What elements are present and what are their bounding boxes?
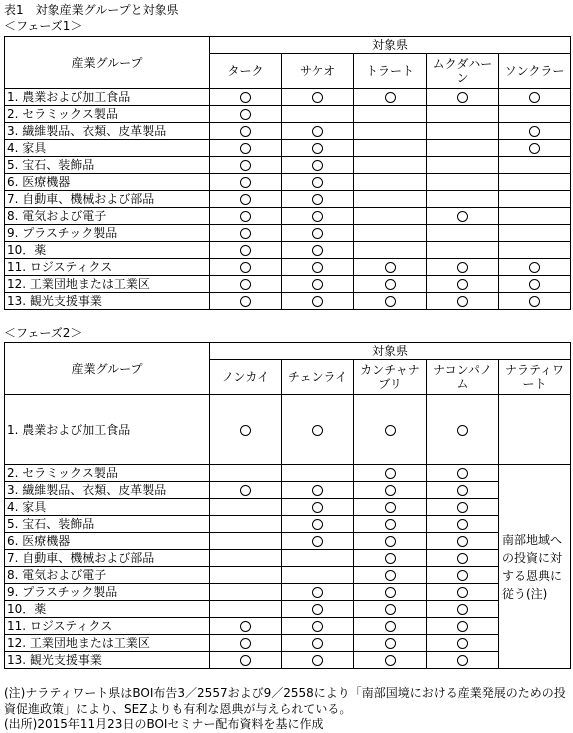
target-circle-icon bbox=[312, 604, 323, 615]
target-circle-icon bbox=[312, 177, 323, 188]
phase1-province-0: ターク bbox=[210, 54, 282, 89]
industry-name: 6. 医療機器 bbox=[5, 533, 210, 550]
footnote: (注)ナラティワート県はBOI布告3／2557および9／2558により「南部国境における産業発展のための投資促進政策」により、SEZよりも有利な恩典が与えられている。 bbox=[4, 686, 566, 716]
industry-name: 9. プラスチック製品 bbox=[5, 225, 210, 242]
mark-cell bbox=[282, 259, 354, 276]
mark-cell bbox=[427, 465, 499, 482]
mark-cell bbox=[282, 652, 354, 669]
target-circle-icon bbox=[457, 536, 468, 547]
target-circle-icon bbox=[240, 638, 251, 649]
target-circle-icon bbox=[457, 279, 468, 290]
mark-cell bbox=[282, 225, 354, 242]
mark-cell bbox=[499, 276, 571, 293]
target-circle-icon bbox=[240, 177, 251, 188]
mark-cell bbox=[282, 550, 354, 567]
phase1-province-4: ソンクラー bbox=[499, 54, 571, 89]
table-row bbox=[5, 550, 571, 567]
mark-cell bbox=[499, 191, 571, 208]
target-circle-icon bbox=[385, 587, 396, 598]
mark-cell bbox=[210, 276, 282, 293]
industry-name: 3. 繊維製品、衣類、皮革製品 bbox=[5, 482, 210, 499]
target-circle-icon bbox=[385, 485, 396, 496]
mark-cell bbox=[499, 89, 571, 106]
target-circle-icon bbox=[457, 655, 468, 666]
mark-cell bbox=[427, 584, 499, 601]
table-row bbox=[5, 601, 571, 618]
target-circle-icon bbox=[457, 425, 468, 436]
target-circle-icon bbox=[312, 143, 323, 154]
mark-cell bbox=[427, 174, 499, 191]
table-row bbox=[5, 225, 571, 242]
mark-cell bbox=[210, 123, 282, 140]
industry-name: 4. 家具 bbox=[5, 499, 210, 516]
target-circle-icon bbox=[240, 211, 251, 222]
table-row bbox=[5, 516, 571, 533]
table-row bbox=[5, 293, 571, 310]
industry-name: 6. 医療機器 bbox=[5, 174, 210, 191]
mark-cell bbox=[427, 395, 499, 465]
mark-cell bbox=[282, 242, 354, 259]
narathiwat-merged-note: 南部地域への投資に対する恩典に従う(注) bbox=[499, 465, 571, 669]
target-circle-icon bbox=[240, 143, 251, 154]
mark-cell bbox=[210, 584, 282, 601]
mark-cell bbox=[210, 191, 282, 208]
target-circle-icon bbox=[240, 279, 251, 290]
mark-cell bbox=[354, 584, 427, 601]
mark-cell bbox=[354, 465, 427, 482]
mark-cell bbox=[427, 567, 499, 584]
target-circle-icon bbox=[312, 621, 323, 632]
mark-cell bbox=[354, 618, 427, 635]
table-row bbox=[5, 618, 571, 635]
mark-cell bbox=[210, 208, 282, 225]
mark-cell bbox=[499, 106, 571, 123]
target-circle-icon bbox=[385, 296, 396, 307]
table-row bbox=[5, 259, 571, 276]
target-circle-icon bbox=[385, 638, 396, 649]
target-circle-icon bbox=[457, 570, 468, 581]
mark-cell bbox=[210, 618, 282, 635]
target-circle-icon bbox=[312, 655, 323, 666]
target-circle-icon bbox=[529, 126, 540, 137]
mark-cell bbox=[282, 601, 354, 618]
mark-cell bbox=[210, 140, 282, 157]
industry-name: 3. 繊維製品、衣類、皮革製品 bbox=[5, 123, 210, 140]
mark-cell bbox=[210, 635, 282, 652]
target-circle-icon bbox=[312, 245, 323, 256]
target-circle-icon bbox=[529, 296, 540, 307]
target-circle-icon bbox=[240, 655, 251, 666]
mark-cell bbox=[427, 601, 499, 618]
source-note: (出所)2015年11月23日のBOIセミナー配布資料を基に作成 bbox=[4, 717, 324, 731]
mark-cell bbox=[499, 242, 571, 259]
mark-cell bbox=[354, 276, 427, 293]
table-row bbox=[5, 208, 571, 225]
industry-name: 12. 工業団地または工業区 bbox=[5, 635, 210, 652]
target-circle-icon bbox=[457, 92, 468, 103]
mark-cell bbox=[282, 584, 354, 601]
phase2-table bbox=[4, 342, 571, 669]
target-circle-icon bbox=[312, 262, 323, 273]
target-circle-icon bbox=[385, 425, 396, 436]
mark-cell bbox=[210, 516, 282, 533]
target-circle-icon bbox=[385, 502, 396, 513]
table-row bbox=[5, 106, 571, 123]
phase2-province-header: 対象県 bbox=[210, 343, 571, 360]
target-circle-icon bbox=[312, 194, 323, 205]
table-row bbox=[5, 635, 571, 652]
target-circle-icon bbox=[529, 262, 540, 273]
mark-cell bbox=[282, 140, 354, 157]
mark-cell bbox=[354, 516, 427, 533]
target-circle-icon bbox=[457, 587, 468, 598]
target-circle-icon bbox=[312, 638, 323, 649]
mark-cell bbox=[354, 157, 427, 174]
target-circle-icon bbox=[312, 296, 323, 307]
phase2-province-1: チェンライ bbox=[282, 360, 354, 395]
target-circle-icon bbox=[385, 92, 396, 103]
industry-name: 1. 農業および加工食品 bbox=[5, 89, 210, 106]
mark-cell bbox=[427, 89, 499, 106]
phase2-province-4: ナラティワート bbox=[499, 360, 571, 395]
target-circle-icon bbox=[385, 279, 396, 290]
mark-cell bbox=[282, 465, 354, 482]
mark-cell bbox=[210, 601, 282, 618]
phase2-province-3: ナコンパノム bbox=[427, 360, 499, 395]
mark-cell bbox=[210, 225, 282, 242]
target-circle-icon bbox=[312, 502, 323, 513]
target-circle-icon bbox=[312, 485, 323, 496]
mark-cell bbox=[210, 533, 282, 550]
target-circle-icon bbox=[240, 245, 251, 256]
phase2-province-0: ノンカイ bbox=[210, 360, 282, 395]
mark-cell bbox=[427, 225, 499, 242]
phase2-group-header: 産業グループ bbox=[5, 343, 210, 395]
mark-cell bbox=[354, 567, 427, 584]
target-circle-icon bbox=[385, 519, 396, 530]
mark-cell bbox=[210, 242, 282, 259]
mark-cell bbox=[354, 174, 427, 191]
target-circle-icon bbox=[312, 126, 323, 137]
industry-name: 5. 宝石、装飾品 bbox=[5, 157, 210, 174]
mark-cell bbox=[210, 174, 282, 191]
target-circle-icon bbox=[240, 126, 251, 137]
table-row bbox=[5, 499, 571, 516]
target-circle-icon bbox=[457, 262, 468, 273]
phase1-label: ＜フェーズ1＞ bbox=[4, 19, 83, 33]
mark-cell bbox=[427, 516, 499, 533]
table-row bbox=[5, 157, 571, 174]
industry-name: 13. 観光支援事業 bbox=[5, 293, 210, 310]
table-row bbox=[5, 465, 571, 482]
industry-name: 2. セラミックス製品 bbox=[5, 465, 210, 482]
mark-cell bbox=[210, 89, 282, 106]
mark-cell bbox=[282, 106, 354, 123]
mark-cell bbox=[210, 395, 282, 465]
mark-cell bbox=[427, 242, 499, 259]
target-circle-icon bbox=[240, 262, 251, 273]
mark-cell bbox=[427, 482, 499, 499]
table-row bbox=[5, 123, 571, 140]
phase1-group-header: 産業グループ bbox=[5, 37, 210, 89]
mark-cell bbox=[427, 533, 499, 550]
table-row bbox=[5, 140, 571, 157]
mark-cell bbox=[354, 242, 427, 259]
mark-cell bbox=[499, 259, 571, 276]
mark-cell bbox=[354, 293, 427, 310]
target-circle-icon bbox=[312, 160, 323, 171]
table-row bbox=[5, 482, 571, 499]
target-circle-icon bbox=[312, 519, 323, 530]
target-circle-icon bbox=[312, 211, 323, 222]
mark-cell bbox=[427, 106, 499, 123]
table-row bbox=[5, 584, 571, 601]
target-circle-icon bbox=[312, 279, 323, 290]
mark-cell bbox=[354, 652, 427, 669]
mark-cell bbox=[210, 293, 282, 310]
mark-cell bbox=[282, 499, 354, 516]
phase2-label: ＜フェーズ2＞ bbox=[4, 326, 83, 340]
mark-cell bbox=[499, 140, 571, 157]
mark-cell bbox=[427, 140, 499, 157]
target-circle-icon bbox=[457, 638, 468, 649]
table-row bbox=[5, 89, 571, 106]
target-circle-icon bbox=[457, 502, 468, 513]
mark-cell bbox=[282, 276, 354, 293]
mark-cell bbox=[354, 191, 427, 208]
mark-cell bbox=[354, 225, 427, 242]
target-circle-icon bbox=[457, 296, 468, 307]
industry-name: 11. ロジスティクス bbox=[5, 618, 210, 635]
target-circle-icon bbox=[385, 262, 396, 273]
industry-name: 4. 家具 bbox=[5, 140, 210, 157]
mark-cell bbox=[354, 395, 427, 465]
target-circle-icon bbox=[385, 604, 396, 615]
mark-cell bbox=[427, 293, 499, 310]
mark-cell bbox=[427, 550, 499, 567]
mark-cell bbox=[210, 652, 282, 669]
industry-name: 8. 電気および電子 bbox=[5, 567, 210, 584]
mark-cell bbox=[210, 567, 282, 584]
target-circle-icon bbox=[529, 143, 540, 154]
table-row bbox=[5, 191, 571, 208]
table-row bbox=[5, 174, 571, 191]
phase1-province-3: ムクダハーン bbox=[427, 54, 499, 89]
mark-cell bbox=[427, 499, 499, 516]
mark-cell bbox=[427, 208, 499, 225]
target-circle-icon bbox=[385, 621, 396, 632]
industry-name: 7. 自動車、機械および部品 bbox=[5, 550, 210, 567]
mark-cell bbox=[427, 259, 499, 276]
mark-cell bbox=[282, 516, 354, 533]
target-circle-icon bbox=[312, 587, 323, 598]
mark-cell bbox=[427, 618, 499, 635]
phase1-province-2: トラート bbox=[354, 54, 427, 89]
industry-name: 5. 宝石、装飾品 bbox=[5, 516, 210, 533]
target-circle-icon bbox=[240, 109, 251, 120]
target-circle-icon bbox=[457, 468, 468, 479]
mark-cell bbox=[354, 635, 427, 652]
target-circle-icon bbox=[240, 425, 251, 436]
mark-cell bbox=[354, 499, 427, 516]
mark-cell bbox=[210, 550, 282, 567]
mark-cell bbox=[499, 225, 571, 242]
industry-name: 12. 工業団地または工業区 bbox=[5, 276, 210, 293]
mark-cell bbox=[282, 174, 354, 191]
mark-cell bbox=[210, 106, 282, 123]
table-row bbox=[5, 652, 571, 669]
mark-cell bbox=[282, 293, 354, 310]
mark-cell bbox=[282, 191, 354, 208]
table-row bbox=[5, 276, 571, 293]
phase1-province-1: サケオ bbox=[282, 54, 354, 89]
mark-cell bbox=[354, 89, 427, 106]
target-circle-icon bbox=[312, 92, 323, 103]
mark-cell bbox=[210, 465, 282, 482]
mark-cell bbox=[354, 208, 427, 225]
target-circle-icon bbox=[529, 92, 540, 103]
target-circle-icon bbox=[240, 228, 251, 239]
mark-cell bbox=[210, 499, 282, 516]
target-circle-icon bbox=[457, 604, 468, 615]
phase1-table bbox=[4, 36, 571, 310]
industry-name: 10．薬 bbox=[5, 242, 210, 259]
table-row bbox=[5, 567, 571, 584]
target-circle-icon bbox=[385, 553, 396, 564]
target-circle-icon bbox=[240, 621, 251, 632]
mark-cell bbox=[354, 482, 427, 499]
industry-name: 1. 農業および加工食品 bbox=[5, 395, 210, 465]
mark-cell bbox=[499, 395, 571, 465]
industry-name: 13. 観光支援事業 bbox=[5, 652, 210, 669]
target-circle-icon bbox=[457, 519, 468, 530]
target-circle-icon bbox=[240, 194, 251, 205]
mark-cell bbox=[427, 652, 499, 669]
mark-cell bbox=[354, 106, 427, 123]
mark-cell bbox=[499, 123, 571, 140]
phase2-province-2: カンチャナブリ bbox=[354, 360, 427, 395]
target-circle-icon bbox=[240, 160, 251, 171]
mark-cell bbox=[354, 533, 427, 550]
mark-cell bbox=[282, 157, 354, 174]
mark-cell bbox=[499, 293, 571, 310]
industry-name: 7. 自動車、機械および部品 bbox=[5, 191, 210, 208]
phase1-province-header: 対象県 bbox=[210, 37, 571, 54]
mark-cell bbox=[427, 276, 499, 293]
target-circle-icon bbox=[385, 468, 396, 479]
mark-cell bbox=[354, 123, 427, 140]
industry-name: 8. 電気および電子 bbox=[5, 208, 210, 225]
mark-cell bbox=[282, 123, 354, 140]
mark-cell bbox=[282, 567, 354, 584]
mark-cell bbox=[210, 157, 282, 174]
mark-cell bbox=[427, 635, 499, 652]
mark-cell bbox=[427, 191, 499, 208]
table-row bbox=[5, 533, 571, 550]
target-circle-icon bbox=[240, 92, 251, 103]
table-row bbox=[5, 242, 571, 259]
target-circle-icon bbox=[457, 211, 468, 222]
industry-name: 2. セラミックス製品 bbox=[5, 106, 210, 123]
target-circle-icon bbox=[240, 296, 251, 307]
mark-cell bbox=[354, 140, 427, 157]
target-circle-icon bbox=[240, 485, 251, 496]
mark-cell bbox=[282, 89, 354, 106]
table-title: 表1 対象産業グループと対象県 bbox=[4, 3, 179, 17]
mark-cell bbox=[282, 635, 354, 652]
target-circle-icon bbox=[312, 425, 323, 436]
mark-cell bbox=[210, 259, 282, 276]
mark-cell bbox=[354, 601, 427, 618]
mark-cell bbox=[499, 157, 571, 174]
industry-name: 10．薬 bbox=[5, 601, 210, 618]
target-circle-icon bbox=[385, 570, 396, 581]
mark-cell bbox=[499, 174, 571, 191]
mark-cell bbox=[282, 208, 354, 225]
mark-cell bbox=[282, 482, 354, 499]
mark-cell bbox=[354, 550, 427, 567]
target-circle-icon bbox=[457, 621, 468, 632]
mark-cell bbox=[210, 482, 282, 499]
target-circle-icon bbox=[385, 655, 396, 666]
mark-cell bbox=[354, 259, 427, 276]
target-circle-icon bbox=[457, 485, 468, 496]
mark-cell bbox=[282, 395, 354, 465]
mark-cell bbox=[499, 208, 571, 225]
mark-cell bbox=[427, 157, 499, 174]
target-circle-icon bbox=[529, 279, 540, 290]
industry-name: 9. プラスチック製品 bbox=[5, 584, 210, 601]
target-circle-icon bbox=[312, 536, 323, 547]
industry-name: 11. ロジスティクス bbox=[5, 259, 210, 276]
target-circle-icon bbox=[457, 553, 468, 564]
mark-cell bbox=[427, 123, 499, 140]
mark-cell bbox=[282, 533, 354, 550]
target-circle-icon bbox=[385, 536, 396, 547]
target-circle-icon bbox=[312, 228, 323, 239]
mark-cell bbox=[282, 618, 354, 635]
table-row bbox=[5, 395, 571, 465]
